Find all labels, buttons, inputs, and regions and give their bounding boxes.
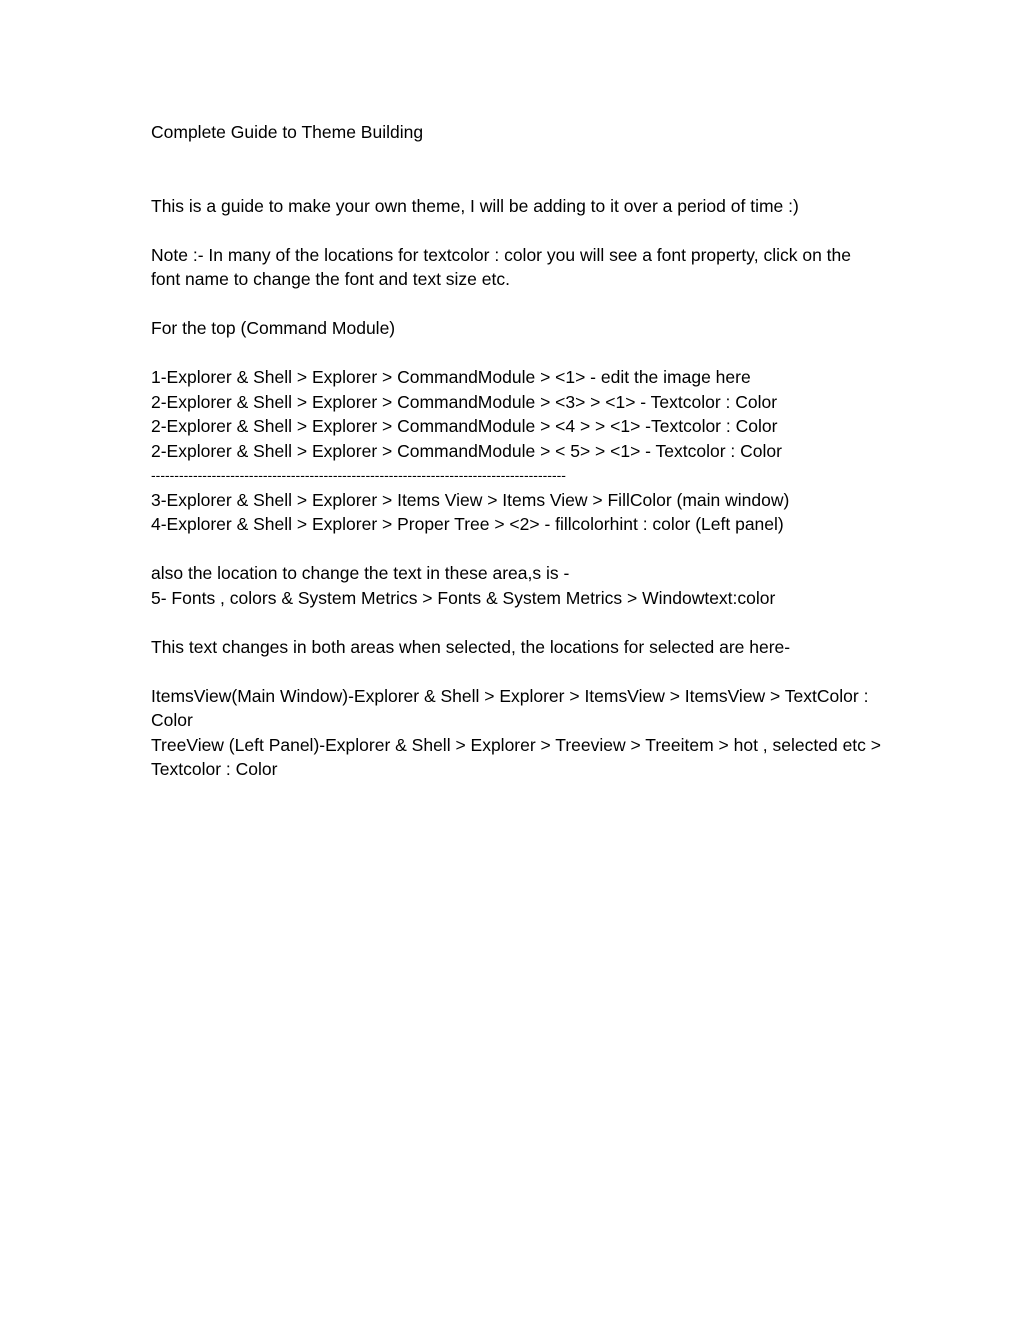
fonts-step: 5- Fonts , colors & System Metrics > Fonts & System Metrics > Windowtext:color: [151, 587, 776, 608]
document-body: [151, 120, 881, 782]
section-heading-command-module: For the top (Command Module): [151, 318, 396, 338]
document-title: Complete Guide to Theme Building: [151, 122, 424, 142]
intro-paragraph: This is a guide to make your own theme, I will be adding to it over a period of time :): [151, 195, 799, 216]
note-paragraph: Note :- In many of the locations for textcolor : color you will see a font property, click on the font name to change the font and text size etc.: [151, 244, 851, 289]
itemsview-step: ItemsView(Main Window)-Explorer & Shell > Explorer > ItemsView > ItemsView > TextColor : Color: [151, 685, 869, 730]
command-step: 2-Explorer & Shell > Explorer > CommandModule > < 5> > <1> - Textcolor : Color: [151, 440, 782, 461]
spacer: [151, 145, 881, 194]
selected-text: This text changes in both areas when selected, the locations for selected are here-: [151, 636, 791, 657]
spacer: [151, 659, 881, 684]
spacer: [151, 537, 881, 562]
dashed-separator: -----------------------------------------------------------------------------------------: [151, 467, 566, 483]
command-step: 2-Explorer & Shell > Explorer > CommandModule > <4 > > <1> -Textcolor : Color: [151, 416, 778, 436]
spacer: [151, 292, 881, 317]
spacer: [151, 218, 881, 243]
also-text: also the location to change the text in these area,s is -: [151, 563, 570, 583]
window-step: 3-Explorer & Shell > Explorer > Items View > Items View > FillColor (main window): [151, 489, 790, 510]
treeview-step: TreeView (Left Panel)-Explorer & Shell > Explorer > Treeview > Treeitem > hot , selected etc > Textcolor : Color: [151, 734, 882, 779]
window-step: 4-Explorer & Shell > Explorer > Proper Tree > <2> - fillcolorhint : color (Left panel): [151, 514, 784, 534]
command-step: 2-Explorer & Shell > Explorer > CommandModule > <3> > <1> - Textcolor : Color: [151, 391, 778, 412]
command-step: 1-Explorer & Shell > Explorer > CommandModule > <1> - edit the image here: [151, 367, 751, 387]
spacer: [151, 610, 881, 635]
spacer: [151, 341, 881, 366]
